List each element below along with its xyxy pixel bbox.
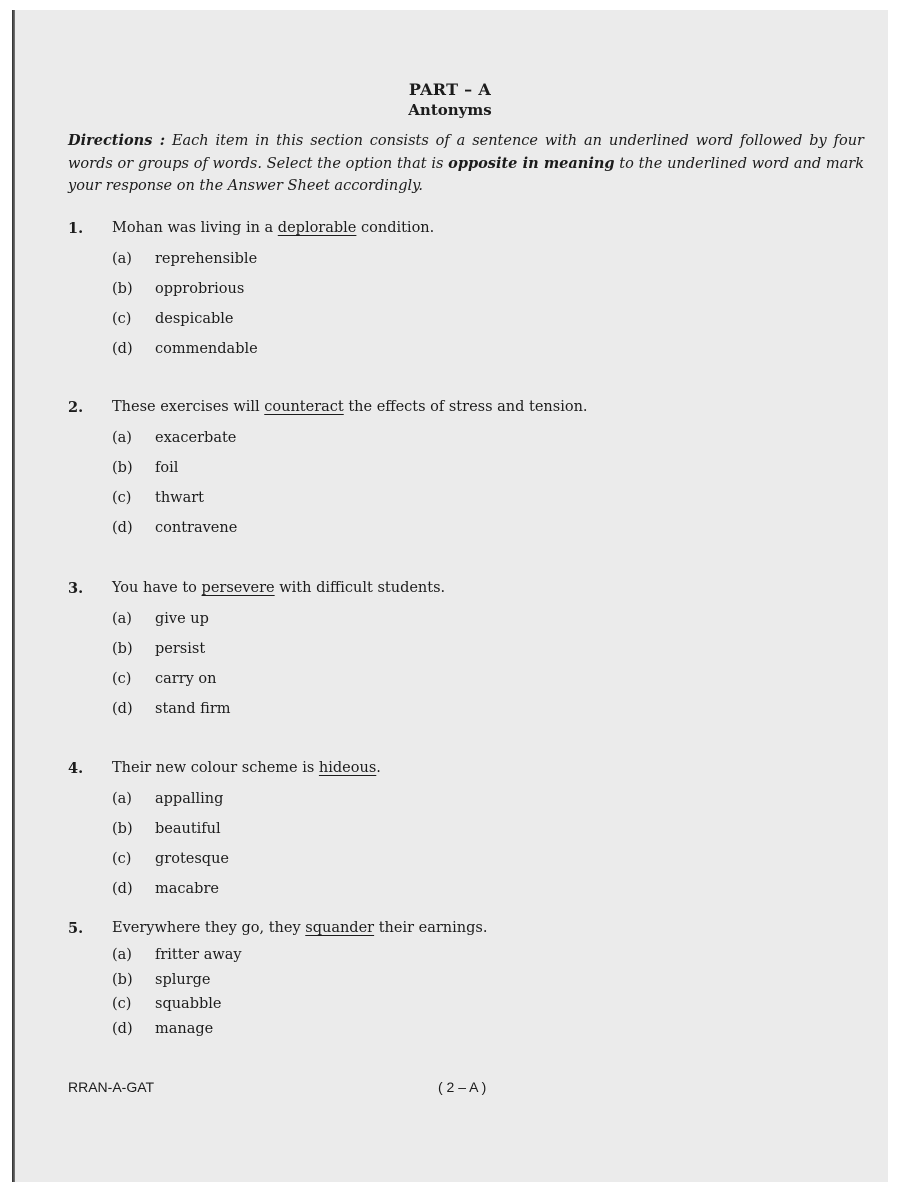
option-a[interactable] [68,791,858,821]
stem-before: You have to [112,580,202,596]
option-b[interactable] [68,460,858,490]
option-text: opprobrious [155,281,245,297]
option-b[interactable] [68,972,858,997]
question-text [112,220,434,236]
option-c[interactable] [68,311,858,341]
option-text: exacerbate [155,430,237,446]
option-c[interactable] [68,851,858,881]
option-label: (d) [112,520,133,536]
question-number: 2. [68,399,84,416]
page-number: ( 2 – A ) [438,1079,487,1095]
question-number: 3. [68,580,84,597]
question-4 [68,760,858,911]
option-text: give up [155,611,209,627]
options-list [68,430,858,550]
stem-before: These exercises will [112,399,265,415]
underlined-word: counteract [264,399,344,415]
stem-before: Everywhere they go, they [112,920,306,936]
underlined-word: hideous [318,760,377,776]
stem-before: Their new colour scheme is [112,760,319,776]
option-a[interactable] [68,430,858,460]
option-d[interactable] [68,520,858,550]
option-text: fritter away [155,947,242,963]
question-text [112,760,381,776]
question-number: 1. [68,220,84,237]
directions-emphasis: opposite in meaning [448,154,615,172]
option-label: (c) [112,311,132,327]
options-list [68,791,858,911]
option-text: beautiful [155,821,221,837]
question-number: 5. [68,920,84,937]
stem-after: their earnings. [374,920,488,936]
page-edge-shadow [12,10,15,1182]
option-text: carry on [155,671,217,687]
option-text: thwart [155,490,204,506]
option-text: reprehensible [155,251,258,267]
question-2 [68,399,858,550]
directions [68,130,864,198]
stem-after: . [376,760,381,776]
option-label: (d) [112,1020,133,1037]
question-5 [68,920,858,1045]
question-text [112,580,445,596]
part-title: PART – A [408,80,492,99]
question-stem [68,920,858,940]
option-b[interactable] [68,281,858,311]
directions-text-1: Each item in this section consists of a sentence with an underlined word followed by four words or groups of words. Select the option that is [68,133,864,172]
option-text: appalling [155,791,224,807]
option-label: (b) [112,281,133,297]
option-d[interactable] [68,701,858,731]
option-label: (a) [112,430,132,446]
question-stem [68,399,858,419]
booklet-code: RRAN-A-GAT [68,1079,155,1095]
option-label: (c) [112,490,132,506]
underlined-word: persevere [201,580,275,596]
directions-text-2: to the underlined word and mark your response on the Answer Sheet accordingly. [68,155,865,194]
option-text: splurge [155,971,211,988]
option-label: (c) [112,671,132,687]
stem-after: the effects of stress and tension. [343,399,588,415]
underlined-word: deplorable [277,220,357,236]
option-d[interactable] [68,341,858,371]
question-number: 4. [68,760,84,777]
question-1 [68,220,858,371]
directions-label: Directions : [68,132,166,149]
option-c[interactable] [68,996,858,1021]
stem-after: with difficult students. [274,580,446,596]
option-a[interactable] [68,611,858,641]
option-label: (d) [112,881,133,897]
option-b[interactable] [68,821,858,851]
option-c[interactable] [68,671,858,701]
option-text: despicable [155,311,234,327]
option-label: (d) [112,701,133,717]
question-3 [68,580,858,731]
options-list [68,251,858,371]
option-label: (b) [112,641,133,657]
option-c[interactable] [68,490,858,520]
option-label: (b) [112,821,133,837]
option-label: (a) [112,611,132,627]
option-text: macabre [155,881,219,897]
option-d[interactable] [68,1021,858,1046]
option-text: manage [155,1020,214,1037]
question-text [112,399,588,415]
stem-after: condition. [356,220,435,236]
option-label: (c) [112,851,132,867]
question-text [112,920,487,936]
option-a[interactable] [68,947,858,972]
option-text: stand firm [155,701,231,717]
options-list [68,611,858,731]
question-stem [68,220,858,240]
option-label: (b) [112,460,133,476]
question-stem [68,760,858,780]
option-label: (a) [112,251,132,267]
option-a[interactable] [68,251,858,281]
option-text: grotesque [155,851,229,867]
section-title: Antonyms [408,101,492,119]
option-text: squabble [155,996,222,1012]
option-text: commendable [155,341,258,357]
option-label: (d) [112,341,133,357]
option-label: (c) [112,996,132,1012]
question-stem [68,580,858,600]
option-text: persist [155,641,206,657]
option-text: foil [155,460,179,476]
options-list [68,947,858,1045]
option-text: contravene [155,520,238,536]
option-label: (b) [112,971,133,988]
option-b[interactable] [68,641,858,671]
underlined-word: squander [305,920,375,936]
option-label: (a) [112,791,132,807]
option-d[interactable] [68,881,858,911]
stem-before: Mohan was living in a [112,220,278,236]
exam-page [12,10,888,1182]
option-label: (a) [112,947,132,963]
